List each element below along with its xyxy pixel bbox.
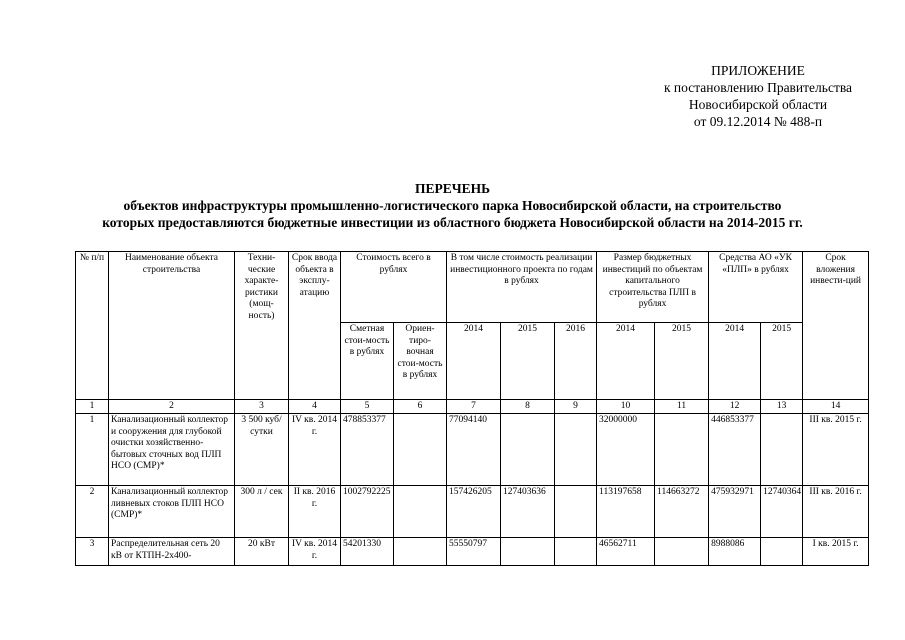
- row-specs: 20 кВт: [235, 538, 289, 566]
- document-heading: [30, 180, 875, 231]
- header-year: 2014: [447, 323, 501, 400]
- header-year: 2016: [555, 323, 597, 400]
- column-number: 3: [235, 400, 289, 414]
- row-name: Канализационный коллектор ливневых стоков ПЛП НСО (СМР)*: [109, 486, 235, 538]
- row-project-2014: 77094140: [447, 414, 501, 486]
- row-commission: IV кв. 2014 г.: [289, 414, 341, 486]
- row-approx-cost: [394, 414, 447, 486]
- document-title: ПЕРЕЧЕНЬ: [414, 181, 491, 196]
- row-num: 3: [76, 538, 109, 566]
- header-budget-investments: Размер бюджетных инвестиций по объектам капитального строительства ПЛП в рублях: [597, 252, 709, 323]
- row-project-2015: [501, 538, 555, 566]
- document-subtitle-line: которых предоставляются бюджетные инвестиции из областного бюджета Новосибирской области на 2014-2015 гг.: [102, 215, 803, 230]
- header-specs: Техни-ческие характе-ристики (мощ-ность): [235, 252, 289, 400]
- column-number: 8: [501, 400, 555, 414]
- row-project-2014: 157426205: [447, 486, 501, 538]
- row-budget-2015: [655, 414, 709, 486]
- row-estimated-cost: 478853377: [341, 414, 394, 486]
- row-specs: 3 500 куб/ сутки: [235, 414, 289, 486]
- row-num: 2: [76, 486, 109, 538]
- table-row: [76, 486, 869, 538]
- header-year: 2014: [709, 323, 761, 400]
- column-number: 9: [555, 400, 597, 414]
- row-approx-cost: [394, 538, 447, 566]
- row-budget-2014: 32000000: [597, 414, 655, 486]
- column-number: 7: [447, 400, 501, 414]
- row-uk-2014: 446853377: [709, 414, 761, 486]
- table-row: [76, 414, 869, 486]
- table-row: [76, 538, 869, 566]
- column-number: 2: [109, 400, 235, 414]
- header-year: 2015: [655, 323, 709, 400]
- header-approx-cost: Ориен-тиро-вочная стои-мость в рублях: [394, 323, 447, 400]
- row-num: 1: [76, 414, 109, 486]
- header-year: 2015: [761, 323, 803, 400]
- row-uk-2015: 12740364: [761, 486, 803, 538]
- column-number-row: [76, 400, 869, 414]
- header-year: 2015: [501, 323, 555, 400]
- document-subtitle-line: объектов инфраструктуры промышленно-логистического парка Новосибирской области, на строительство: [123, 198, 782, 213]
- row-budget-2014: 46562711: [597, 538, 655, 566]
- column-number: 14: [803, 400, 869, 414]
- column-number: 12: [709, 400, 761, 414]
- table-header-row: [76, 252, 869, 323]
- row-budget-2015: 114663272: [655, 486, 709, 538]
- column-number: 5: [341, 400, 394, 414]
- row-commission: IV кв. 2014 г.: [289, 538, 341, 566]
- row-project-2016: [555, 486, 597, 538]
- header-name: Наименование объекта строительства: [109, 252, 235, 400]
- appendix-line: Новосибирской области: [688, 97, 828, 112]
- header-project-cost: В том числе стоимость реализации инвестиционного проекта по годам в рублях: [447, 252, 597, 323]
- row-project-2014: 55550797: [447, 538, 501, 566]
- objects-table: [75, 251, 869, 566]
- row-project-2016: [555, 538, 597, 566]
- row-commission: II кв. 2016 г.: [289, 486, 341, 538]
- row-uk-2015: [761, 538, 803, 566]
- header-total-cost: Стоимость всего в рублях: [341, 252, 447, 323]
- header-num: № п/п: [76, 252, 109, 400]
- row-investment-term: I кв. 2015 г.: [803, 538, 869, 566]
- appendix-block: [640, 62, 876, 130]
- column-number: 11: [655, 400, 709, 414]
- column-number: 13: [761, 400, 803, 414]
- row-budget-2015: [655, 538, 709, 566]
- row-project-2016: [555, 414, 597, 486]
- row-uk-2015: [761, 414, 803, 486]
- row-estimated-cost: 54201330: [341, 538, 394, 566]
- row-name: Распределительная сеть 20 кВ от КТПН-2х400-: [109, 538, 235, 566]
- row-budget-2014: 113197658: [597, 486, 655, 538]
- row-uk-2014: 8988086: [709, 538, 761, 566]
- column-number: 4: [289, 400, 341, 414]
- row-project-2015: [501, 414, 555, 486]
- column-number: 6: [394, 400, 447, 414]
- appendix-title: ПРИЛОЖЕНИЕ: [711, 63, 805, 78]
- row-investment-term: III кв. 2016 г.: [803, 486, 869, 538]
- appendix-date: от 09.12.2014 № 488-п: [693, 114, 823, 129]
- header-uk-funds: Средства АО «УК «ПЛП» в рублях: [709, 252, 803, 323]
- header-investment-term: Срок вложения инвести-ций: [803, 252, 869, 400]
- row-specs: 300 л / сек: [235, 486, 289, 538]
- header-commission: Срок ввода объекта в эксплу-атацию: [289, 252, 341, 400]
- row-estimated-cost: 1002792225: [341, 486, 394, 538]
- row-approx-cost: [394, 486, 447, 538]
- row-investment-term: III кв. 2015 г.: [803, 414, 869, 486]
- column-number: 1: [76, 400, 109, 414]
- row-name: Канализационный коллектор и сооружения для глубокой очистки хозяйственно-бытовых сточных вод ПЛП НСО (СМР)*: [109, 414, 235, 486]
- column-number: 10: [597, 400, 655, 414]
- row-project-2015: 127403636: [501, 486, 555, 538]
- header-estimated-cost: Сметная стои-мость в рублях: [341, 323, 394, 400]
- appendix-line: к постановлению Правительства: [663, 80, 853, 95]
- header-year: 2014: [597, 323, 655, 400]
- row-uk-2014: 475932971: [709, 486, 761, 538]
